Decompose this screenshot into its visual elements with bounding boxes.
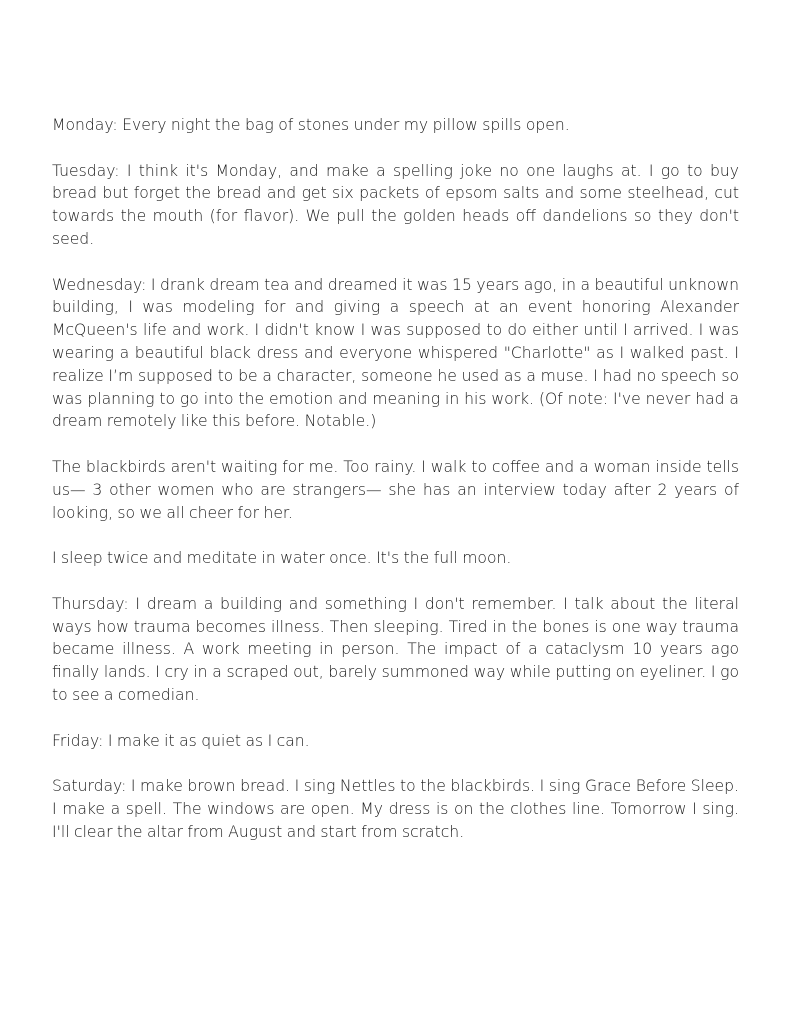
- paragraph-blackbirds: The blackbirds aren't waiting for me. Too rainy. I walk to coffee and a woman inside tells us— 3 other women who are strangers— she has an interview today after 2 years of looking, so we all cheer for her.: [52, 457, 739, 522]
- paragraph-friday: Friday: I make it as quiet as I can.: [52, 731, 310, 750]
- paragraph-thursday: Thursday: I dream a building and something I don't remember. I talk about the literal ways how trauma becomes illness. Then sleeping. Tired in the bones is one way trauma became illness. A work meeting in person. The impact of a cataclysm 10 years ago finally lands. I cry in a scraped out, barely summoned way while putting on eyeliner. I go to see a comedian.: [52, 594, 739, 704]
- paragraph-tuesday: Tuesday: I think it's Monday, and make a spelling joke no one laughs at. I go to buy bread but forget the bread and get six packets of epsom salts and some steelhead, cut towards the mouth (for flavor). We pull the golden heads off dandelions so they don't seed.: [52, 161, 739, 248]
- paragraph-monday: Monday: Every night the bag of stones under my pillow spills open.: [52, 116, 570, 134]
- paragraph-wednesday: Wednesday: I drank dream tea and dreamed it was 15 years ago, in a beautiful unknown building, I was modeling for and giving a speech at an event honoring Alexander McQueen's life and work. I didn't know I was supposed to do either until I arrived. I was wearing a beautiful black dress and everyone whispered "Charlotte" as I walked past. I realize I’m supposed to be a character, someone he used as a muse. I had no speech so was planning to go into the emotion and meaning in his work. (Of note: I've never had a dream remotely like this before. Notable.): [52, 275, 739, 431]
- document-body: [52, 114, 739, 866]
- paragraph-saturday: Saturday: I make brown bread. I sing Nettles to the blackbirds. I sing Grace Before Sleep. I make a spell. The windows are open. My dress is on the clothes line. Tomorrow I sing. I'll clear the altar from August and start from scratch.: [52, 777, 739, 841]
- paragraph-full-moon: I sleep twice and meditate in water once. It's the full moon.: [52, 549, 512, 568]
